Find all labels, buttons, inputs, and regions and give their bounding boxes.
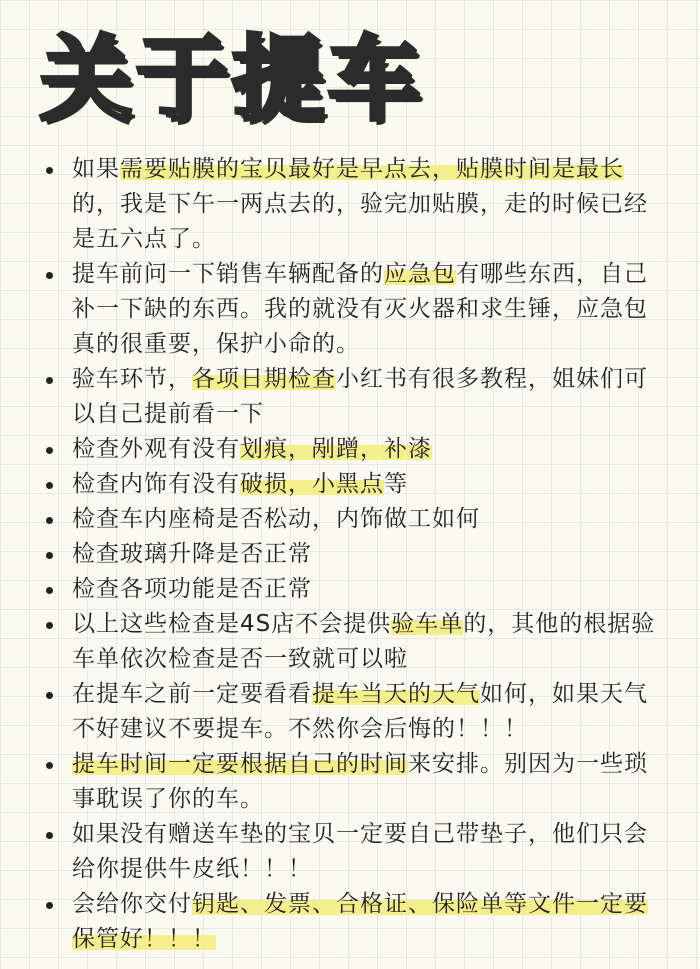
highlight: 提车当天的天气	[312, 681, 480, 707]
list-item: 以上这些检查是4S店不会提供验车单的，其他的根据验车单依次检查是否一致就可以啦	[40, 607, 670, 677]
page-title: 关于提车	[40, 26, 425, 133]
highlight: 验车单	[391, 611, 464, 637]
highlight: 提车时间一定要根据自己的时间	[72, 751, 408, 777]
list-item: 在提车之前一定要看看提车当天的天气如何，如果天气不好建议不要提车。不然你会后悔的！！！	[40, 677, 670, 747]
list-item: 检查玻璃升降是否正常	[40, 537, 670, 572]
list-item: 检查外观有没有划痕，剐蹭，补漆	[40, 432, 670, 467]
list-item: 验车环节，各项日期检查小红书有很多教程，姐妹们可以自己提前看一下	[40, 362, 670, 432]
list-item: 提车时间一定要根据自己的时间来安排。别因为一些琐事耽误了你的车。	[40, 747, 670, 817]
highlight: 应急包	[384, 261, 456, 287]
highlight: 划痕，剐蹭，补漆	[240, 436, 432, 462]
notes-list	[40, 152, 670, 957]
highlight: 破损，小黑点	[240, 471, 384, 497]
list-item: 如果没有赠送车垫的宝贝一定要自己带垫子，他们只会给你提供牛皮纸！！！	[40, 817, 670, 887]
highlight: 各项日期检查	[192, 366, 336, 392]
list-item: 检查车内座椅是否松动，内饰做工如何	[40, 502, 670, 537]
list-item: 检查各项功能是否正常	[40, 572, 670, 607]
highlight: 需要贴膜的宝贝最好是早点去，贴膜时间是最长	[120, 156, 624, 182]
list-item: 会给你交付钥匙、发票、合格证、保险单等文件一定要保管好！！！	[40, 887, 670, 957]
list-item: 检查内饰有没有破损，小黑点等	[40, 467, 670, 502]
list-item: 提车前问一下销售车辆配备的应急包有哪些东西，自己补一下缺的东西。我的就没有灭火器和求生锤，应急包真的很重要，保护小命的。	[40, 257, 670, 362]
highlight: 钥匙、发票、合格证、保险单等文件一定要保管好！！！	[72, 891, 648, 952]
list-item: 如果需要贴膜的宝贝最好是早点去，贴膜时间是最长的，我是下午一两点去的，验完加贴膜，走的时候已经是五六点了。	[40, 152, 670, 257]
